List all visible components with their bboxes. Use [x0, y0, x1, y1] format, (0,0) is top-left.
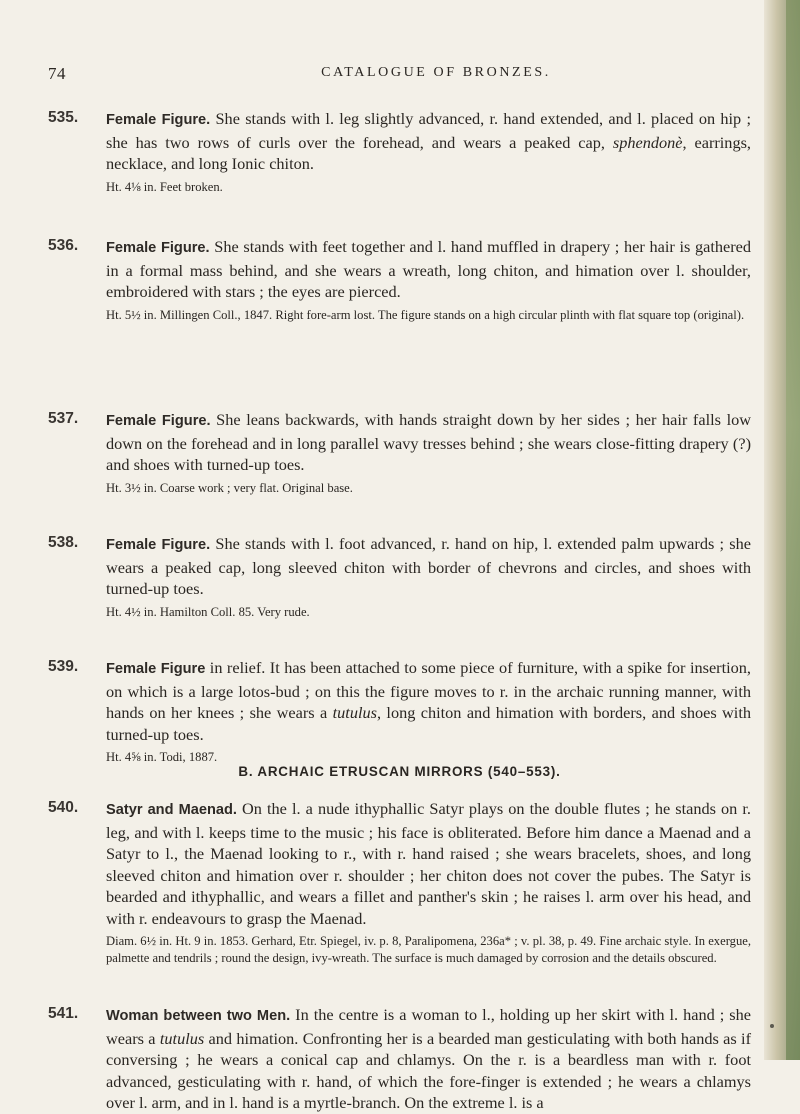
entry-title: Female Figure. — [106, 240, 210, 256]
entry-text: On the l. a nude ithyphallic Satyr plays on the double flutes ; he stands on r. leg, and with l. keeps time to the music ; his face is obliterated. Before him dance a Maenad and a Satyr to l., the Maenad looking to r., with r. hand raised ; she wears bracelets, shoes, and long sleeved chiton and himation over r. shoulder ; her chiton does not cover the pubes. The Satyr is bearded and ithyphallic, and wears a fillet and panther's skin ; he raises l. arm over his head, and with r. endeavours to grasp the Maenad. — [106, 799, 751, 928]
catalogue-entry — [48, 657, 751, 766]
entry-text-italic: sphendonè — [612, 132, 683, 152]
running-title: CATALOGUE OF BRONZES. — [321, 65, 551, 80]
entry-description — [106, 236, 751, 303]
entry-text: In the centre is a woman to l., holding up her skirt with l. hand ; she wears a — [106, 1005, 752, 1048]
entry-number: 538. — [48, 534, 79, 551]
entry-description — [106, 1004, 751, 1114]
catalogue-entry — [48, 533, 751, 621]
entry-description — [106, 798, 751, 929]
entry-text-after: and himation. Confronting her is a bearded man gesticulating with both hands as if conversing ; he wears a conical cap and chlamys. On the r. is a beardless man with r. foot advanced, gesticulating with r. hand, of which the fore-finger is extended ; he wears a chlamys over l. arm, and in l. hand is a myrtle-branch. On the extreme l. is a — [106, 1028, 751, 1112]
entry-title: Female Figure. — [106, 112, 211, 128]
entry-number: 540. — [48, 799, 79, 816]
entry-title: Woman between two Men. — [106, 1008, 291, 1024]
entry-number: 535. — [48, 109, 79, 126]
entry-description — [106, 533, 751, 600]
entry-description — [106, 657, 751, 745]
entry-title: Female Figure — [106, 661, 206, 677]
page-number: 74 — [48, 64, 66, 83]
entry-text: She stands with l. leg slightly advanced, r. hand extended, and l. placed on hip ; she has two rows of curls over the forehead, and wears a peaked cap, — [106, 109, 752, 152]
entry-text: in relief. It has been attached to some piece of furniture, with a spike for insertion, on which is a large lotos-bud ; on this the figure moves to r. in the archaic running manner, with hands on her knees ; she wears a — [106, 658, 751, 722]
entry-text-italic: tutulus — [332, 703, 377, 722]
entry-note: Ht. 5½ in. Millingen Coll., 1847. Right fore-arm lost. The figure stands on a high circular plinth with flat square top (original). — [106, 307, 745, 322]
catalogue-entry — [48, 798, 751, 967]
entry-title: Female Figure. — [106, 413, 211, 429]
entry-number: 539. — [48, 658, 79, 675]
entry-number: 536. — [48, 237, 79, 254]
entry-note: Ht. 4⅝ in. Todi, 1887. — [106, 750, 218, 764]
page-mark — [770, 1024, 774, 1028]
running-head — [48, 64, 748, 88]
catalogue-entry — [48, 236, 751, 324]
catalogue-entry — [48, 1004, 751, 1114]
entry-note: Ht. 4⅛ in. Feet broken. — [106, 179, 223, 194]
catalogue-entry — [48, 108, 751, 196]
entry-text-italic: tutulus — [159, 1028, 205, 1048]
entry-note: Ht. 4½ in. Hamilton Coll. 85. Very rude. — [106, 604, 310, 619]
entry-note: Diam. 6½ in. Ht. 9 in. 1853. Gerhard, Etr. Spiegel, iv. p. 8, Paralipomena, 236a* ; v. pl. 38, p. 49. Fine archaic style. In exergue, palmette and tendrils ; round the design, ivy-wreath. The surface is much damaged by corrosion and the details obscured. — [106, 934, 751, 965]
entry-note: Ht. 3½ in. Coarse work ; very flat. Original base. — [106, 480, 353, 495]
entry-number: 537. — [48, 410, 79, 427]
entry-text-after: , long chiton and himation with borders, and shoes with turned-up toes. — [106, 703, 751, 744]
entry-number: 541. — [48, 1005, 79, 1022]
section-heading: B. ARCHAIC ETRUSCAN MIRRORS (540–553). — [238, 764, 561, 779]
catalogue-entry — [48, 409, 751, 497]
entry-text-after: , earrings, necklace, and long Ionic chiton. — [106, 132, 751, 173]
entry-title: Female Figure. — [106, 537, 211, 553]
entry-description — [106, 108, 751, 175]
entry-text: She leans backwards, with hands straight down by her sides ; her hair falls low down on the forehead and in long parallel wavy tresses behind ; she wears close-fitting drapery (?) and shoes with turned-up toes. — [106, 410, 751, 474]
entry-title: Satyr and Maenad. — [106, 802, 237, 818]
entry-text: She stands with l. foot advanced, r. hand on hip, l. extended palm upwards ; she wears a peaked cap, long sleeved chiton with border of chevrons and circles, and shoes with turned-up toes. — [106, 534, 752, 598]
entry-text: She stands with feet together and l. hand muffled in drapery ; her hair is gathered in a formal mass behind, and she wears a wreath, long chiton, and himation over l. shoulder, embroidered with stars ; the eyes are pierced. — [106, 237, 752, 301]
page-edge-shadow — [764, 0, 800, 1060]
entry-description — [106, 409, 751, 476]
